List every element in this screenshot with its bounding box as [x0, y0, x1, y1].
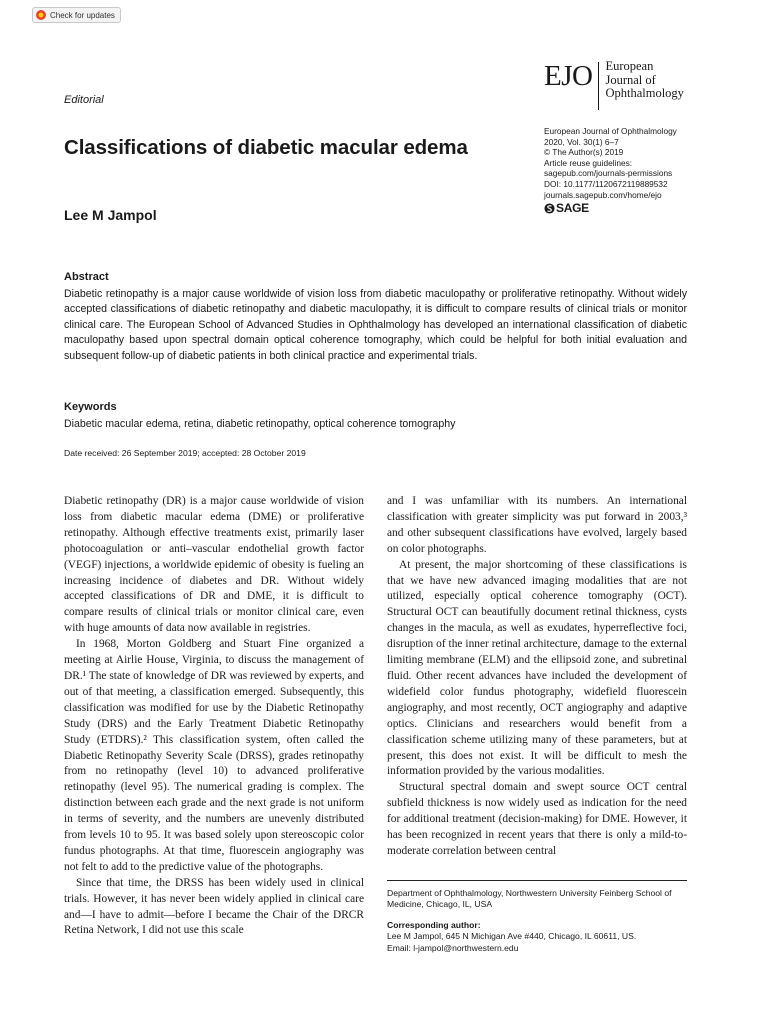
author-affiliation: Department of Ophthalmology, Northwestern University Feinberg School of Medicine, Chicago, IL, USA — [387, 888, 672, 910]
body-paragraph: Diabetic retinopathy (DR) is a major cause worldwide of vision loss from diabetic macular edema (DME) or proliferative retinopathy. Although effective treatments exist, primarily laser photocoagulation or anti–vascular endothelial growth factor (VEGF) injections, a worldwide epidemic of obesity is fueling an increasing incidence of diabetes and DR. Without widely accepted classifications of DR and DME, it is difficult to compare results of clinical trials or monitor clinical care, even with huge amounts of data now available in registries. — [64, 495, 364, 635]
meta-doi[interactable]: DOI: 10.1177/1120672119889532 — [544, 178, 668, 189]
article-section-label: Editorial — [64, 94, 104, 106]
body-paragraph: At present, the major shortcoming of these classifications is that we have new advanced imaging modalities that are not utilized, especially optical coherence tomography (OCT). Structural OCT can beautifully document retinal thickness, cysts changes in the macula, as well as exudates, hyperreflective foci, disruption of the inner retinal architecture, damage to the external limiting membrane (ELM) and the ellipsoid zone, and subretinal fluid. Other recent advances have included the development of widefield color fundus photography, widefield fluorescein angiography, and most recently, OCT angiography and adaptive optics. Clinicians and researchers would benefit from a classification scheme utilizing many of these parameters, but at present, this does not exist. It will be difficult to mesh the information provided by the various modalities. — [387, 558, 687, 778]
meta-permissions-link[interactable]: sagepub.com/journals-permissions — [544, 168, 673, 179]
check-for-updates-label: Check for updates — [50, 10, 115, 20]
meta-journal-link[interactable]: journals.sagepub.com/home/ejo — [544, 189, 662, 200]
journal-name-line: Ophthalmology — [605, 86, 684, 100]
journal-abbreviation: EJO — [544, 60, 593, 92]
body-paragraph: and I was unfamiliar with its numbers. An international classification with greater simplicity was put forward in 2003,³ and other subsequent classifications have evolved, largely based on color photographs. — [387, 495, 687, 555]
publisher-name: SAGE — [556, 201, 589, 216]
keywords-text: Diabetic macular edema, retina, diabetic retinopathy, optical coherence tomography — [64, 418, 456, 430]
footnote-divider — [387, 880, 687, 881]
publisher-logo — [544, 203, 754, 214]
check-for-updates-badge[interactable] — [32, 7, 121, 23]
body-paragraph: Since that time, the DRSS has been widely used in clinical trials. However, it has never been widely applied in clinical care and—I have to admit—before I became the Chair of the DRCR Retina Network, I did not use this scale — [64, 876, 364, 937]
logo-divider — [598, 62, 599, 110]
journal-name-line: Journal of — [605, 72, 656, 87]
meta-reuse-label: Article reuse guidelines: — [544, 157, 633, 168]
check-for-updates-icon — [36, 10, 46, 20]
author-footnote — [387, 888, 687, 954]
keywords-heading: Keywords — [64, 401, 117, 413]
publication-metadata — [544, 126, 754, 214]
body-column-right — [387, 494, 687, 860]
body-paragraph: Structural spectral domain and swept source OCT central subfield thickness is now widely used as indication for the need for additional treatment (decision-making) for DME. However, it has been recognized in recent years that there is only a mild-to-moderate correlation between central — [387, 781, 687, 857]
body-paragraph: In 1968, Morton Goldberg and Stuart Fine organized a meeting at Airlie House, Virginia, to discuss the management of DR.¹ The state of knowledge of DR was reviewed by experts, and out of that meeting, a classification emerged. Subsequently, this classification was modified for use by the Diabetic Retinopathy Study (DRS) and the Early Treatment Diabetic Retinopathy Study (ETDRS).² This classification system, often called the Diabetic Retinopathy Severity Scale (DRSS), grades retinopathy from no retinopathy (level 10) to advanced proliferative retinopathy (level 95). The numerical grading is complex. The distinction between each grade and the next grade is not uniform in terms of severity, and the numbers are unevenly distributed from levels 10 to 95. It was based solely upon stereoscopic color fundus photographs. At that time, fluorescein angiography was not felt to add to the predictive value of the photographs. — [64, 638, 364, 873]
article-title: Classifications of diabetic macular edema — [64, 136, 468, 159]
corresponding-author-address: Lee M Jampol, 645 N Michigan Ave #440, Chicago, IL 60611, US. — [387, 931, 637, 942]
journal-logo — [544, 60, 695, 110]
sage-logo-icon — [544, 203, 555, 214]
corresponding-author-email[interactable]: Email: l-jampol@northwestern.edu — [387, 942, 519, 953]
abstract-heading: Abstract — [64, 271, 109, 283]
body-column-left — [64, 494, 364, 939]
corresponding-author-heading: Corresponding author: — [387, 919, 481, 930]
journal-name — [605, 60, 695, 101]
meta-copyright: © The Author(s) 2019 — [544, 147, 624, 158]
meta-volume: 2020, Vol. 30(1) 6–7 — [544, 136, 619, 147]
journal-name-line: European — [605, 59, 654, 73]
date-received: Date received: 26 September 2019; accepted: 28 October 2019 — [64, 448, 306, 458]
abstract-text: Diabetic retinopathy is a major cause worldwide of vision loss from diabetic maculopathy or proliferative retinopathy. Without widely accepted classifications of diabetic retinopathy and diabetic maculopathy, it is difficult to compare results of clinical trials or monitor clinical care. The European School of Advanced Studies in Ophthalmology has developed an international classification of diabetic maculopathy based upon spectral domain optical coherence tomography, which could be helpful for both initial evaluation and subsequent follow-up of diabetic patients in both clinical practice and experimental trials. — [64, 288, 687, 362]
meta-journal: European Journal of Ophthalmology — [544, 126, 677, 136]
article-author: Lee M Jampol — [64, 207, 157, 223]
